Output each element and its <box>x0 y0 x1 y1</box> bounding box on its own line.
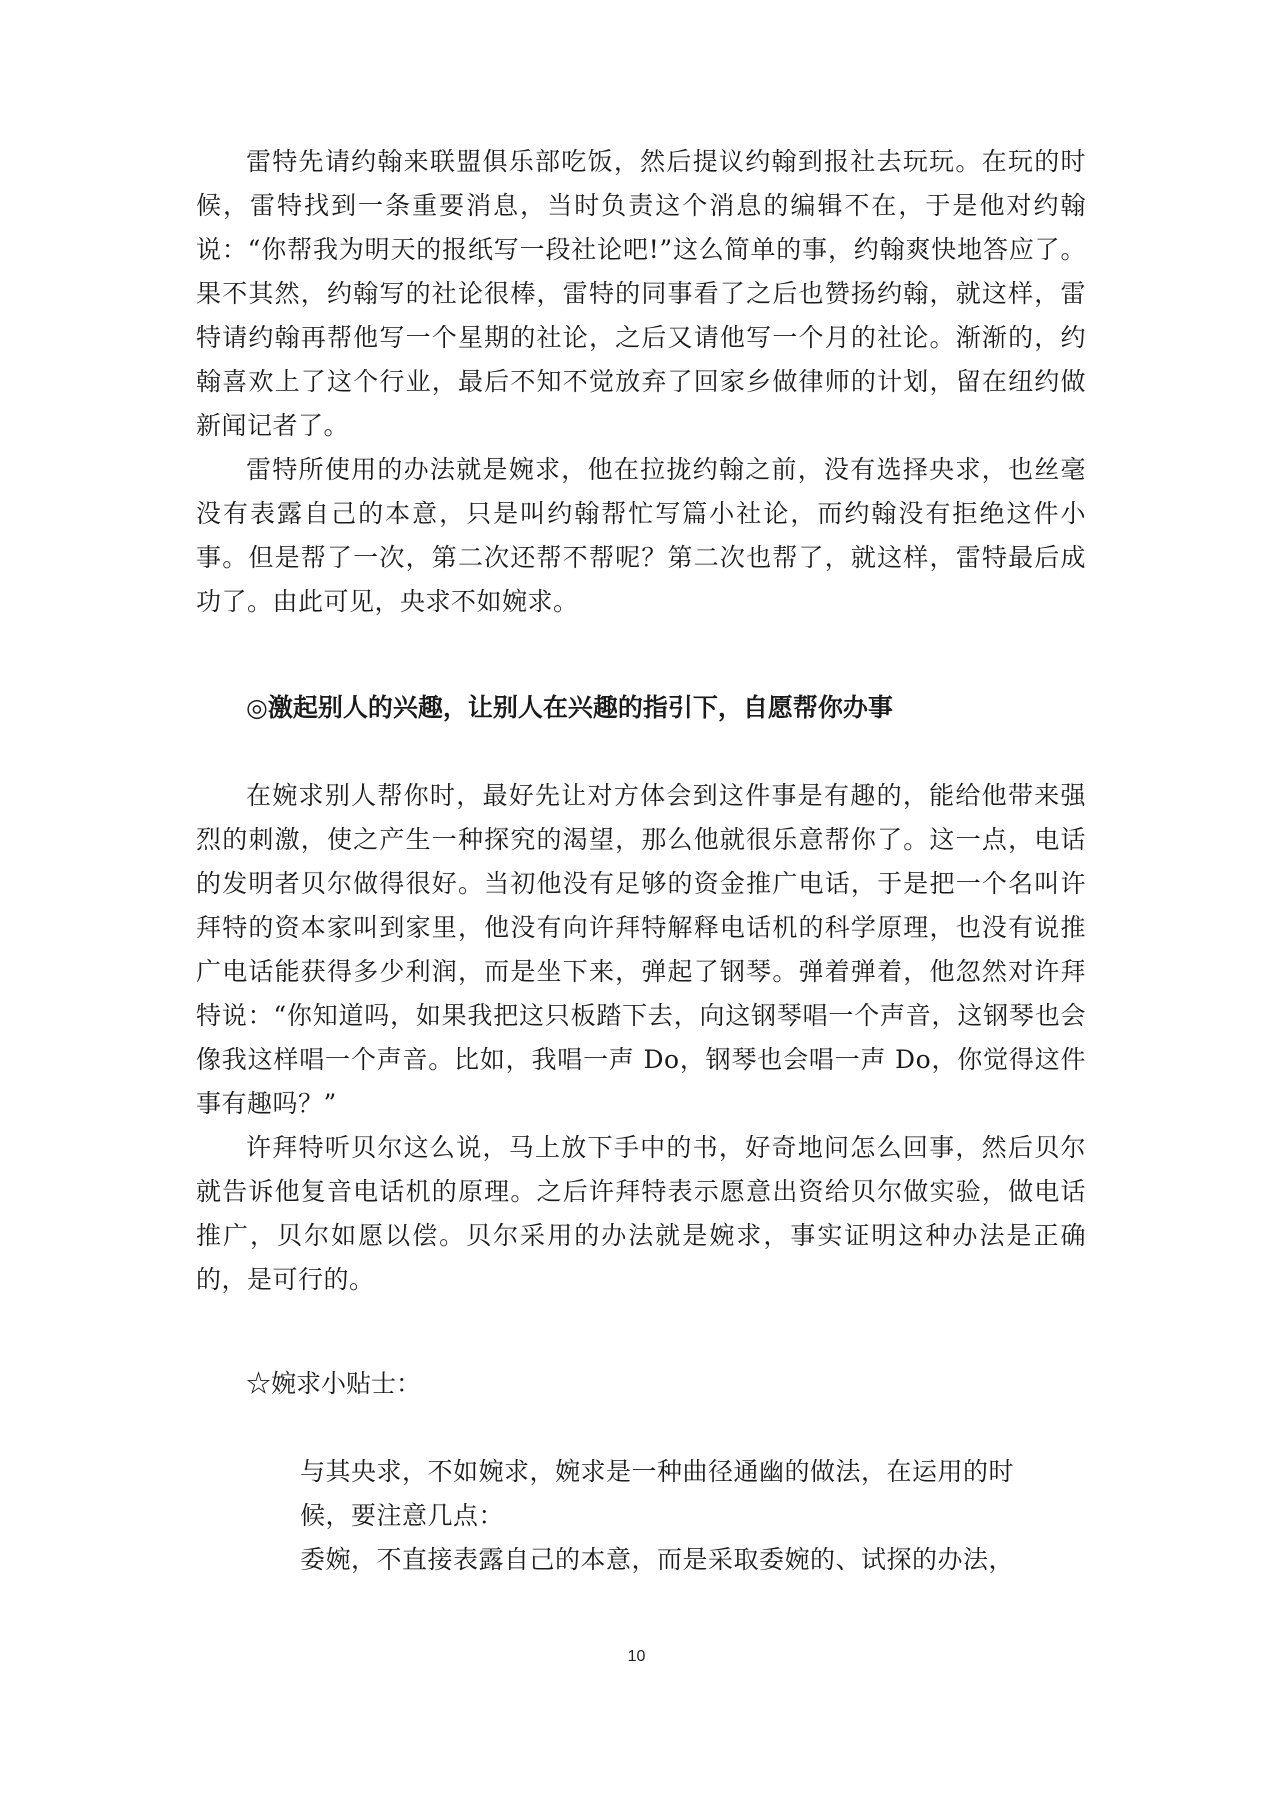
paragraph-3: 在婉求别人帮你时，最好先让对方体会到这件事是有趣的，能给他带来强烈的刺激，使之产生一种探究的渴望，那么他就很乐意帮你了。这一点，电话的发明者贝尔做得很好。当初他没有足够的资金推广电话，于是把一个名叫许拜特的资本家叫到家里，他没有向许拜特解释电话机的科学原理，也没有说推广电话能获得多少利润，而是坐下来，弹起了钢琴。弹着弹着，他忽然对许拜特说：“你知道吗，如果我把这只板踏下去，向这钢琴唱一个声音，这钢琴也会像我这样唱一个声音。比如，我唱一声 Do，钢琴也会唱一声 Do，你觉得这件事有趣吗？” <box>196 781 1086 1118</box>
paragraph-1: 雷特先请约翰来联盟俱乐部吃饭，然后提议约翰到报社去玩玩。在玩的时候，雷特找到一条重要消息，当时负责这个消息的编辑不在，于是他对约翰说：“你帮我为明天的报纸写一段社论吧!”这么简单的事，约翰爽快地答应了。果不其然，约翰写的社论很棒，雷特的同事看了之后也赞扬约翰，就这样，雷特请约翰再帮他写一个星期的社论，之后又请他写一个月的社论。渐渐的，约翰喜欢上了这个行业，最后不知不觉放弃了回家乡做律师的计划，留在纽约做新闻记者了。 <box>196 147 1086 440</box>
tips-paragraph-1: 与其央求，不如婉求，婉求是一种曲径通幽的做法，在运用的时候，要注意几点： <box>300 1457 1015 1530</box>
tips-paragraph-2: 委婉，不直接表露自己的本意，而是采取委婉的、试探的办法， <box>300 1545 1015 1574</box>
section-heading: ◎激起别人的兴趣，让别人在兴趣的指引下，自愿帮你办事 <box>246 693 893 722</box>
tips-title: ☆婉求小贴士： <box>246 1369 422 1398</box>
paragraph-4: 许拜特听贝尔这么说，马上放下手中的书，好奇地问怎么回事，然后贝尔就告诉他复音电话机的原理。之后许拜特表示愿意出资给贝尔做实验，做电话推广，贝尔如愿以偿。贝尔采用的办法就是婉求，事实证明这种办法是正确的，是可行的。 <box>196 1133 1086 1294</box>
paragraph-2: 雷特所使用的办法就是婉求，他在拉拢约翰之前，没有选择央求，也丝毫没有表露自己的本意，只是叫约翰帮忙写篇小社论，而约翰没有拒绝这件小事。但是帮了一次，第二次还帮不帮呢？第二次也帮了，就这样，雷特最后成功了。由此可见，央求不如婉求。 <box>196 455 1086 616</box>
page-number: 10 <box>627 1648 646 1665</box>
